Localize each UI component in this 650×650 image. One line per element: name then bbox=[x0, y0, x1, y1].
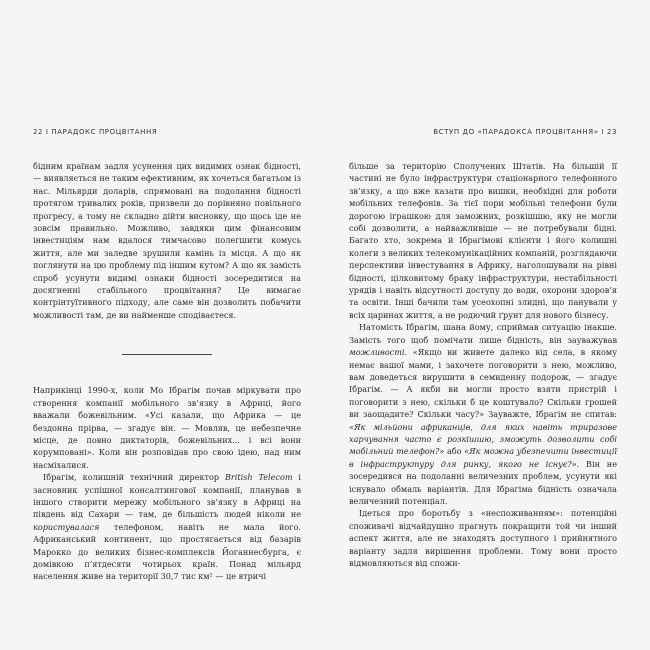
right-paragraph-1: більше за територію Сполучених Штатів. На більшій її частині не було інфраструктури стаціонарного телефонного зв’язку, а що вже казати про вишки, необхідні для роботи мобільних телефонів. За тієї пори мобільні телефони були дорогою іграшкою для заможних, розкішшю, яку не могли собі дозволити, а найважливіше — не потребували бідні. Багато хто, зокрема й Ібрагімові клієнти і його колишні колеги з великих телекомунікаційних компаній, розглядаючи перспективи інвестування в Африку, наголошували на рівні бідності, цілковитому браку інфраструктури, нестабільності урядів і навіть відсутності доступу до води, охорони здоров’я та освіти. Інші бачили там усеохопні злидні, що панували у всіх царинах життя, а не родючий ґрунт для нового бізнесу. bbox=[349, 161, 617, 320]
text-run: . Він не зосередився на подоланні величезних проблем, усунути які існувало обмаль варіантів. Для Ібрагіма бідність означала величезний потенціал. bbox=[349, 458, 617, 506]
italic-company-name: British Telecom bbox=[224, 472, 293, 483]
italic-quote: «Як можна убезпечити інвестиції в інфраструктуру для ринку, якого не існує?» bbox=[349, 446, 617, 469]
text-run: телефоном, навіть не мала його. Африканський континент, що простягається від базарів Марокко до великих бізнес-комплексів Йоганнесбурга, є домівкою п’ятдесяти чотирьох країн. Понад мільярд населення живе на території 30,7 тис км² — це втричі bbox=[33, 521, 301, 582]
left-paragraph-3 bbox=[33, 471, 301, 583]
left-paragraph-2: Наприкінці 1990-х, коли Мо Ібрагім почав міркувати про створення компанії мобільного зв’язку в Африці, його вважали божевільним. «Усі казали, що Африка — це бездонна прірва, — згадує він. — Мовляв, це небезпечне місце, де повно диктаторів, божевільних... і всі вони корумповані». Коли він розповідав про свою ідею, над ним насміхалися. bbox=[33, 385, 301, 470]
right-paragraph-2 bbox=[349, 321, 617, 507]
text-run: або bbox=[444, 446, 465, 457]
section-divider bbox=[122, 354, 212, 355]
text-run: і засновник успішної консалтингової компанії, планував в іншого створити мережу мобільного зв’язку в Африці на південь від Сахари — там, де більшість людей ніколи не bbox=[33, 472, 301, 520]
running-head-right: ВСТУП ДО «ПАРАДОКСА ПРОЦВІТАННЯ» І 23 bbox=[433, 128, 617, 136]
text-run: Ібрагім, колишній технічний директор bbox=[43, 472, 225, 483]
text-run: . «Якщо ви живете далеко від села, в якому немає вашої мами, і захочете поговорити з нею, можливо, вам доведеться вирушити в семиденну подорож, — згадує Ібрагім. — А якби ви могли просто взяти пристрій і поговорити з нею, скільки б це коштувало? Скільки грошей ви заощадите? Скільки часу?» Зауважте, Ібрагім не спитав: bbox=[349, 347, 617, 420]
right-page-text bbox=[349, 160, 617, 569]
text-run: Натомість Ібрагім, шана йому, сприймав ситуацію інакше. Замість того щоб помічати лише бідність, він зауважував bbox=[349, 322, 617, 345]
left-page-text bbox=[33, 160, 301, 583]
left-paragraph-1: бідним країнам задля усунення цих видимих ознак бідності, — виявляється не таким ефективним, як хочеться багатьом із нас. Мільярди доларів, спрямовані на подолання бідності протягом тривалих років, призвели до порівняно повільного прогресу, а тому не складно дійти висновку, що щось іде не зовсім правильно. Можливо, завдяки цим фінансовим інвестиціям нам вдалося тимчасово полегшити комусь життя, але ми заледве зрушили камінь із місця. А що як поглянути на цю проблему під іншим кутом? А що як замість спроб усунути видимі ознаки бідності зосередитися на досягненні стабільного процвітання? Це вимагає контрінтуїтивного підходу, але саме він дозволить побачити можливості там, де ви найменше сподіваєтеся. bbox=[33, 161, 301, 320]
running-head-left: 22 І ПАРАДОКС ПРОЦВІТАННЯ bbox=[33, 128, 158, 136]
italic-quote: «Як мільйони африканців, для яких навіть триразове харчування часто є розкішшю, зможуть дозволити собі мобільний телефон?» bbox=[349, 421, 617, 457]
italic-emphasis: можливості bbox=[349, 347, 405, 358]
right-paragraph-3: Ідеться про боротьбу з «неспоживанням»: потенційні споживачі відчайдушно прагнуть покращити той чи інший аспект життя, але не знаходять доступного і прийнятного варіанту задля вирішення проблеми. Тому вони просто відмовляються від спожи- bbox=[349, 508, 617, 568]
italic-emphasis: користувалася bbox=[33, 521, 100, 532]
